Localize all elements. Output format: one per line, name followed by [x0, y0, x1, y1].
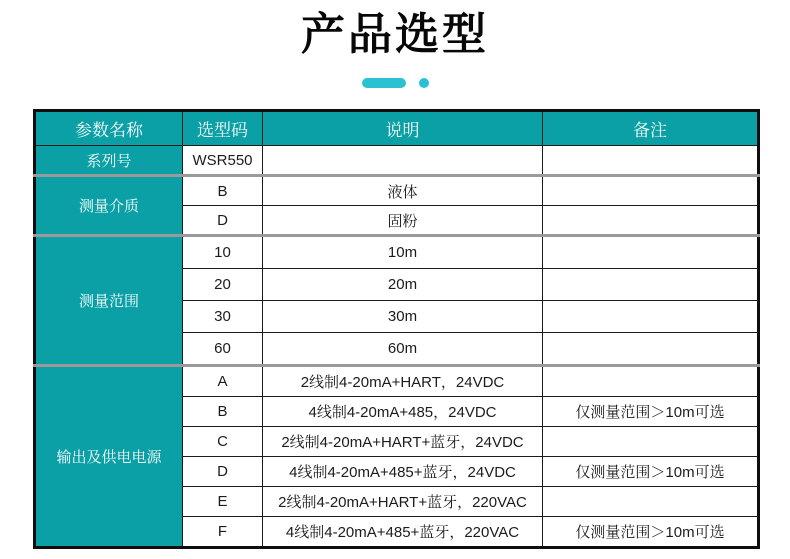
desc-cell: 固粉	[263, 206, 543, 236]
desc-cell: 2线制4-20mA+HART，24VDC	[263, 366, 543, 397]
col-header-description: 说明	[263, 111, 543, 146]
remark-cell	[543, 366, 759, 397]
code-cell: WSR550	[183, 146, 263, 176]
col-header-selection-code: 选型码	[183, 111, 263, 146]
remark-cell	[543, 301, 759, 333]
code-cell: D	[183, 206, 263, 236]
desc-cell: 4线制4-20mA+485+蓝牙，24VDC	[263, 457, 543, 487]
remark-cell: 仅测量范围＞10m可选	[543, 457, 759, 487]
table-header-row	[35, 111, 759, 146]
table-row	[35, 366, 759, 397]
param-label-cell: 系列号	[35, 146, 183, 176]
desc-cell: 30m	[263, 301, 543, 333]
param-label-cell: 输出及供电电源	[35, 366, 183, 548]
desc-cell: 2线制4-20mA+HART+蓝牙，24VDC	[263, 427, 543, 457]
desc-cell: 20m	[263, 269, 543, 301]
desc-cell: 10m	[263, 236, 543, 269]
remark-cell	[543, 236, 759, 269]
remark-cell	[543, 176, 759, 206]
param-label-cell: 测量范围	[35, 236, 183, 366]
desc-cell: 2线制4-20mA+HART+蓝牙，220VAC	[263, 487, 543, 517]
code-cell: 10	[183, 236, 263, 269]
code-cell: D	[183, 457, 263, 487]
col-header-parameter-name: 参数名称	[35, 111, 183, 146]
remark-cell	[543, 206, 759, 236]
product-selection-table	[33, 109, 760, 549]
underline-dot	[419, 78, 429, 88]
remark-cell	[543, 427, 759, 457]
code-cell: B	[183, 176, 263, 206]
desc-cell	[263, 146, 543, 176]
remark-cell	[543, 269, 759, 301]
table-row	[35, 236, 759, 269]
code-cell: F	[183, 517, 263, 548]
desc-cell: 液体	[263, 176, 543, 206]
table-row	[35, 176, 759, 206]
code-cell: A	[183, 366, 263, 397]
underline-bar	[362, 78, 406, 88]
param-label-cell: 测量介质	[35, 176, 183, 236]
code-cell: 60	[183, 333, 263, 366]
code-cell: B	[183, 397, 263, 427]
remark-cell	[543, 487, 759, 517]
remark-cell	[543, 333, 759, 366]
code-cell: E	[183, 487, 263, 517]
desc-cell: 60m	[263, 333, 543, 366]
page-title: 产品选型	[301, 10, 489, 59]
table-row	[35, 146, 759, 176]
col-header-remark: 备注	[543, 111, 759, 146]
remark-cell: 仅测量范围＞10m可选	[543, 397, 759, 427]
code-cell: C	[183, 427, 263, 457]
remark-cell	[543, 146, 759, 176]
desc-cell: 4线制4-20mA+485，24VDC	[263, 397, 543, 427]
desc-cell: 4线制4-20mA+485+蓝牙，220VAC	[263, 517, 543, 548]
remark-cell: 仅测量范围＞10m可选	[543, 517, 759, 548]
code-cell: 30	[183, 301, 263, 333]
code-cell: 20	[183, 269, 263, 301]
title-underline-decoration	[0, 78, 790, 88]
